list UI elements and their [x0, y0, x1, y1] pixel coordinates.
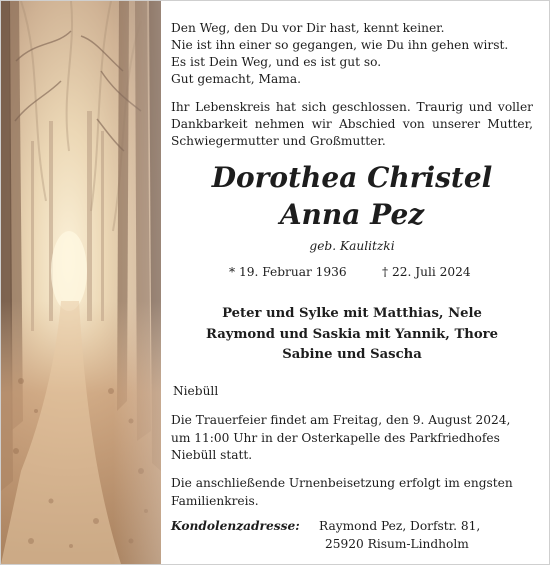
condolence-address [171, 518, 533, 551]
poem-line: Den Weg, den Du vor Dir hast, kennt keiner. [171, 21, 445, 35]
condolence-address-line2: 25920 Risum-Lindholm [325, 536, 469, 551]
deceased-name-line2: Anna Pez [279, 198, 425, 231]
mourner-line: Peter und Sylke mit Matthias, Nele [222, 306, 482, 321]
poem [171, 20, 508, 88]
maiden-name: geb. Kaulitzki [309, 239, 395, 253]
urn-burial-info: Die anschließende Urnenbeisetzung erfolgt im engsten Familienkreis. [171, 476, 513, 508]
life-dates [229, 265, 489, 279]
birth-date: * 19. Februar 1936 [229, 265, 347, 279]
death-date: † 22. Juli 2024 [382, 265, 471, 279]
condolence-label: Kondolenzadresse: [171, 519, 300, 533]
forest-path-photo [1, 1, 161, 564]
condolence-address-line1: Raymond Pez, Dorfstr. 81, [319, 519, 481, 533]
poem-line: Es ist Dein Weg, und es ist gut so. [171, 55, 382, 69]
mourners [171, 304, 533, 366]
poem-line: Nie ist ihn einer so gegangen, wie Du ihn gehen wirst. [171, 38, 509, 52]
intro-text: Ihr Lebenskreis hat sich geschlossen. Traurig und voller Dankbarkeit nehmen wir Abschied von unserer Mutter, Schwiegermutter und Großmutter. [171, 100, 533, 148]
mourner-line: Sabine und Sascha [282, 347, 422, 362]
poem-line: Gut gemacht, Mama. [171, 72, 301, 86]
mourner-line: Raymond und Saskia mit Yannik, Thore [205, 326, 498, 342]
deceased-name-line1: Dorothea Christel [211, 161, 493, 194]
place: Niebüll [173, 384, 219, 398]
funeral-info: Die Trauerfeier findet am Freitag, den 9. August 2024, um 11:00 Uhr in der Osterkapelle des Parkfriedhofes Niebüll statt. [171, 413, 511, 462]
